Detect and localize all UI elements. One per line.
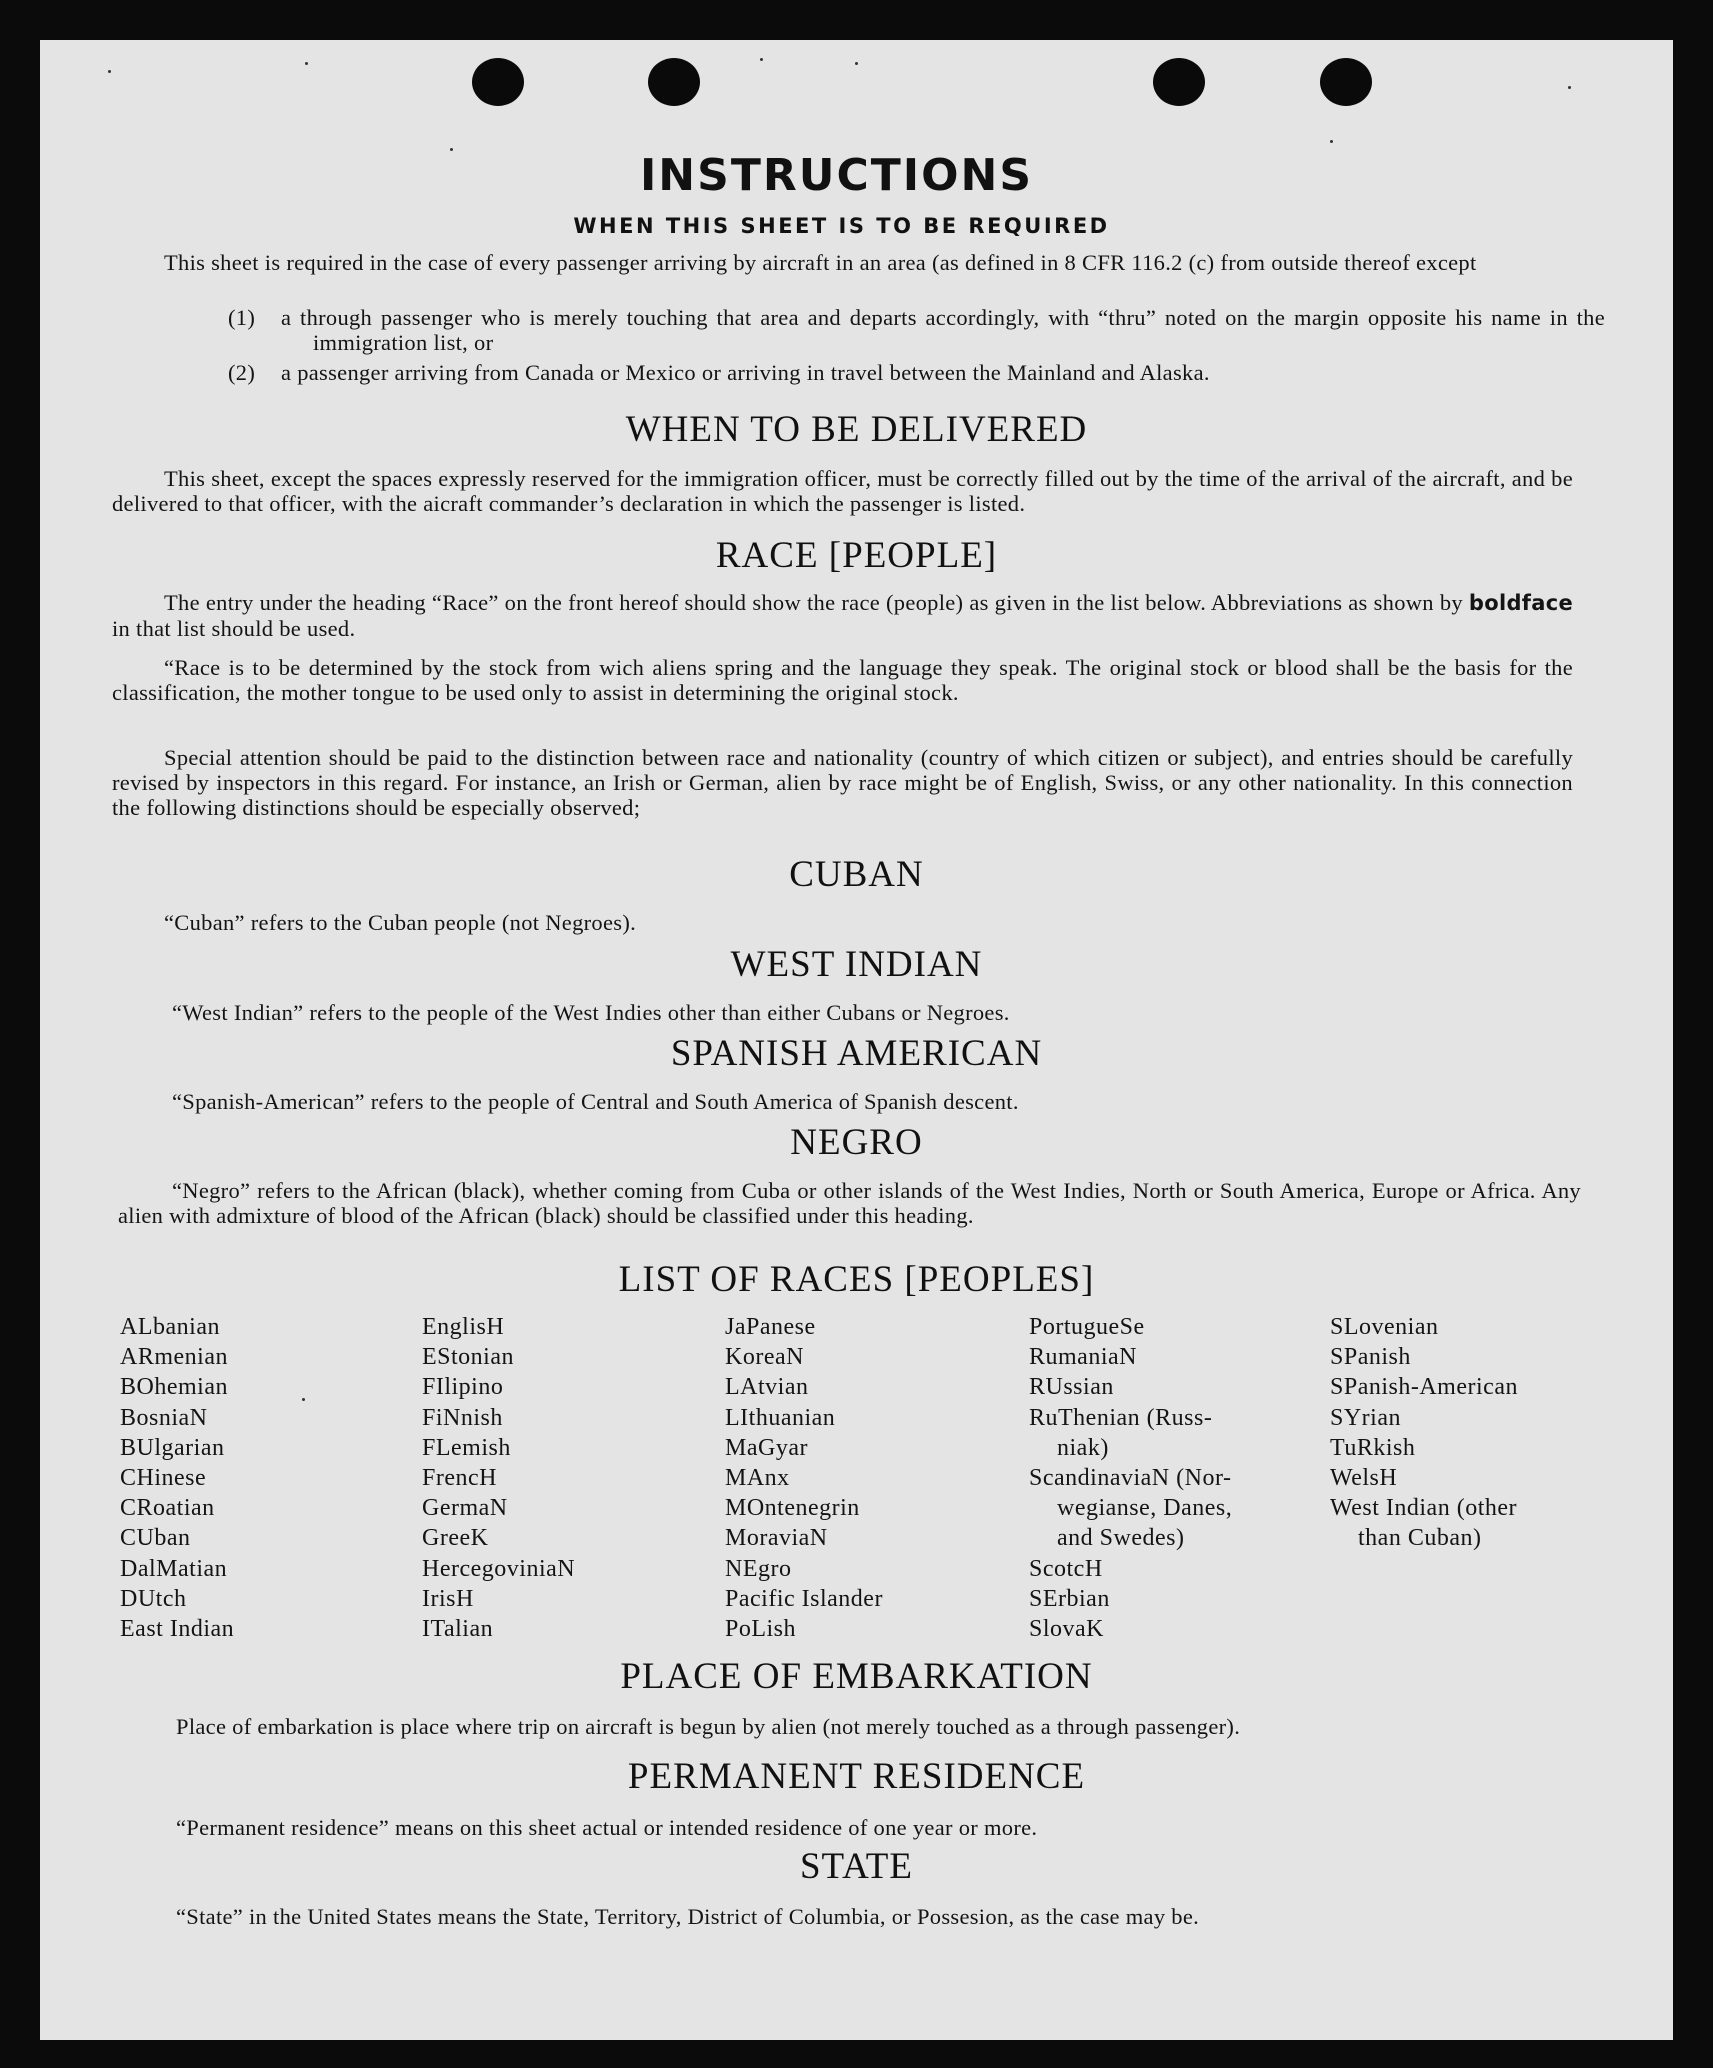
race-list-item-continuation: than Cuban) <box>1358 1525 1482 1552</box>
cuban-text: “Cuban” refers to the Cuban people (not Negroes). <box>164 910 637 935</box>
speck <box>1568 86 1571 89</box>
race-list-column <box>422 1312 575 1644</box>
section-heading-spanish-american: SPANISH AMERICAN <box>670 1033 1043 1074</box>
delivered-text: This sheet, except the spaces expressly reserved for the immigration officer, must be correctly filled out by the time of the arrival of the aircraft, and be delivered to that officer, with the aicraft commander’s declaration in which the passenger is listed. <box>112 466 1573 516</box>
speck <box>1330 140 1333 143</box>
race-list-item: GreeK <box>422 1525 489 1552</box>
race-list-column <box>725 1312 883 1644</box>
race-list-item: ALbanian <box>120 1314 220 1340</box>
race-list-item: GermaN <box>422 1495 508 1522</box>
exception-item: a passenger arriving from Canada or Mexico or arriving in travel between the Mainland and Alaska. <box>281 360 1210 385</box>
race-list-column <box>1330 1312 1518 1554</box>
race-list-item: East Indian <box>120 1616 235 1643</box>
section-heading-negro: NEGRO <box>790 1122 923 1163</box>
race-list-item: MoraviaN <box>725 1525 828 1552</box>
speck <box>760 58 763 61</box>
race-list-item: IrisH <box>422 1585 474 1612</box>
race-list-item: MaGyar <box>725 1434 808 1461</box>
race-list-item: Pacific Islander <box>725 1585 883 1612</box>
race-list-item: MAnx <box>725 1465 790 1492</box>
embarkation-text: Place of embarkation is place where trip on aircraft is begun by alien (not merely touched as a through passenger). <box>176 1714 1241 1739</box>
race-list-item: SErbian <box>1029 1585 1110 1612</box>
race-list-item: FIlipino <box>422 1374 504 1401</box>
race-list-item: LAtvian <box>725 1374 809 1401</box>
section-heading-list: LIST OF RACES [PEOPLES] <box>618 1259 1095 1300</box>
exception-number: (2) <box>228 360 256 385</box>
race-list-item: SPanish <box>1330 1344 1411 1371</box>
exception-item: a through passenger who is merely touching that area and departs accordingly, with “thru” noted on the margin opposite his name in the immigration list, or <box>281 305 1605 355</box>
residence-text: “Permanent residence” means on this sheet actual or intended residence of one year or more. <box>176 1815 1038 1840</box>
section-heading-west-indian: WEST INDIAN <box>730 944 983 985</box>
race-list-item: BUlgarian <box>120 1434 225 1461</box>
race-list-item: ScandinaviaN (Nor- <box>1029 1465 1232 1492</box>
required-intro: This sheet is required in the case of every passenger arriving by aircraft in an area (as defined in 8 CFR 116.2 (c) from outside thereof except <box>164 250 1477 275</box>
race-list-item: FLemish <box>422 1434 511 1461</box>
race-list-item: HercegoviniaN <box>422 1555 576 1582</box>
state-text: “State” in the United States means the State, Territory, District of Columbia, or Possesion, as the case may be. <box>176 1904 1200 1929</box>
speck <box>305 62 308 65</box>
boldface-word: boldface <box>1468 591 1573 615</box>
race-list-item: EnglisH <box>422 1314 505 1340</box>
race-list-item-continuation: and Swedes) <box>1057 1525 1185 1552</box>
negro-text: “Negro” refers to the African (black), whether coming from Cuba or other islands of the West Indies, North or South America, Europe or Africa. Any alien with admixture of blood of the African (black) should be classified under this heading. <box>118 1178 1581 1228</box>
race-list-item: DalMatian <box>120 1555 228 1582</box>
exception-number: (1) <box>228 305 256 330</box>
section-heading-race: RACE [PEOPLE] <box>715 535 998 576</box>
race-list-item: CUban <box>120 1525 191 1552</box>
section-heading-delivered: WHEN TO BE DELIVERED <box>625 409 1088 450</box>
page-title: INSTRUCTIONS <box>639 150 1034 201</box>
race-list-item: LIthuanian <box>725 1404 836 1431</box>
race-list-item: NEgro <box>725 1555 792 1582</box>
race-list-item: BOhemian <box>120 1374 228 1401</box>
race-list-item: MOntenegrin <box>725 1495 860 1522</box>
section-heading-residence: PERMANENT RESIDENCE <box>627 1756 1086 1797</box>
race-list-item: ScotcH <box>1029 1555 1103 1582</box>
section-heading-state: STATE <box>799 1846 914 1887</box>
race-list-item: SlovaK <box>1029 1616 1104 1643</box>
race-list-item: WelsH <box>1330 1465 1398 1492</box>
spanish-american-text: “Spanish-American” refers to the people of Central and South America of Spanish descent. <box>172 1089 1019 1114</box>
race-list-item: SLovenian <box>1330 1314 1439 1340</box>
section-heading-embarkation: PLACE OF EMBARKATION <box>620 1656 1093 1697</box>
race-list-item: BosniaN <box>120 1404 208 1431</box>
punch-hole <box>1320 58 1372 106</box>
punch-hole <box>472 58 524 106</box>
race-list-item: DUtch <box>120 1585 187 1612</box>
race-list-item: CRoatian <box>120 1495 215 1522</box>
race-list-item: SPanish-American <box>1330 1374 1518 1401</box>
west-indian-text: “West Indian” refers to the people of the West Indies other than either Cubans or Negroes. <box>172 1000 1010 1025</box>
race-list-item-continuation: niak) <box>1057 1434 1109 1461</box>
race-paragraph-1: The entry under the heading “Race” on the front hereof should show the race (people) as given in the list below. Abbreviations as shown by boldface in that list should be used. <box>112 590 1573 641</box>
race-list-item: RuThenian (Russ- <box>1029 1404 1213 1431</box>
race-list-item: PoLish <box>725 1616 797 1643</box>
race-list-item: RumaniaN <box>1029 1344 1137 1371</box>
race-paragraph-2: “Race is to be determined by the stock from wich aliens spring and the language they speak. The original stock or blood shall be the basis for the classification, the mother tongue to be used only to assist in determining the original stock. <box>112 655 1573 705</box>
race-list-item: EStonian <box>422 1344 514 1371</box>
speck <box>302 1398 305 1401</box>
race-paragraph-3: Special attention should be paid to the distinction between race and nationality (country of which citizen or subject), and entries should be carefully revised by inspectors in this regard. For instance, an Irish or German, alien by race might be of English, Swiss, or any other nationality. In this connection the following distinctions should be especially observed; <box>112 745 1573 820</box>
race-list-item: KoreaN <box>725 1344 804 1371</box>
race-list-item: FiNnish <box>422 1404 503 1431</box>
section-heading-cuban: CUBAN <box>789 854 924 895</box>
race-list-item: PortugueSe <box>1029 1314 1145 1340</box>
speck <box>855 62 858 65</box>
race-list-item: West Indian (other <box>1330 1495 1518 1522</box>
race-list-column <box>120 1312 234 1644</box>
page-subtitle: WHEN THIS SHEET IS TO BE REQUIRED <box>573 214 1110 238</box>
race-list-column <box>1029 1312 1232 1644</box>
race-list-item-continuation: wegianse, Danes, <box>1057 1495 1233 1522</box>
race-list-item: FrencH <box>422 1465 497 1492</box>
race-list-item: CHinese <box>120 1465 207 1492</box>
race-list-item: SYrian <box>1330 1404 1401 1431</box>
speck <box>108 70 111 73</box>
race-list-item: JaPanese <box>725 1314 816 1340</box>
race-list-item: RUssian <box>1029 1374 1114 1401</box>
race-list-item: ARmenian <box>120 1344 228 1371</box>
punch-hole <box>648 58 700 106</box>
punch-hole <box>1153 58 1205 106</box>
race-list-item: ITalian <box>422 1616 494 1643</box>
race-list-item: TuRkish <box>1330 1434 1416 1461</box>
